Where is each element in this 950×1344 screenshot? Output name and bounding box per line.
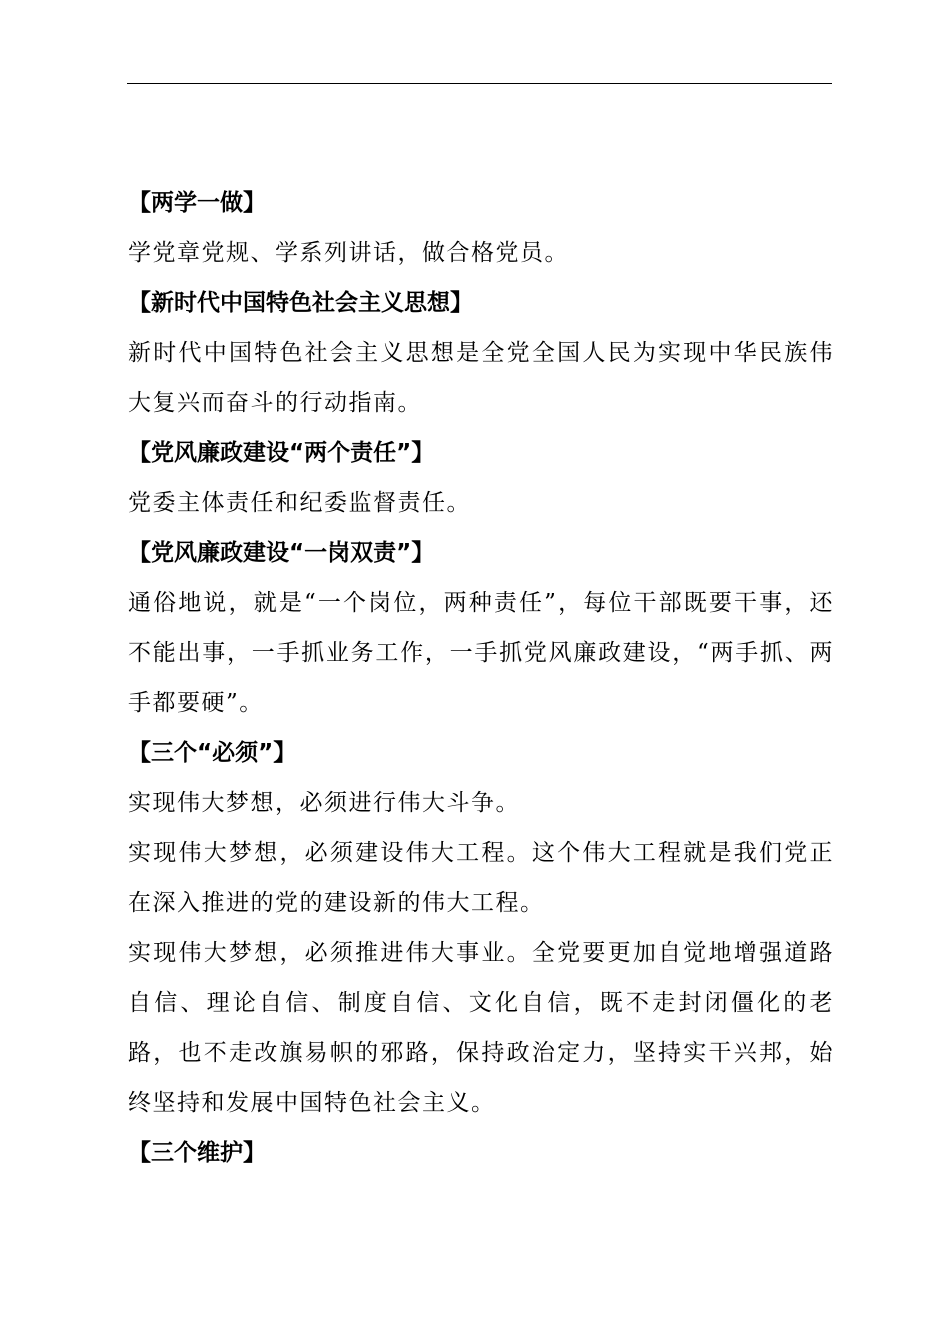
section-three-musts xyxy=(128,728,834,1128)
section-three-upholds xyxy=(128,1128,834,1178)
section-paragraph: 通俗地说，就是“一个岗位，两种责任”，每位干部既要干事，还不能出事，一手抓业务工作，一手抓党风廉政建设，“两手抓、两手都要硬”。 xyxy=(128,590,834,716)
section-heading: 【三个维护】 xyxy=(128,1140,266,1166)
section-paragraph: 学党章党规、学系列讲话，做合格党员。 xyxy=(128,240,569,266)
section-heading: 【两学一做】 xyxy=(128,190,266,216)
section-paragraph: 新时代中国特色社会主义思想是全党全国人民为实现中华民族伟大复兴而奋斗的行动指南。 xyxy=(128,340,834,416)
section-heading: 【三个“必须”】 xyxy=(128,740,297,766)
section-heading: 【党风廉政建设“两个责任”】 xyxy=(128,440,435,466)
header-rule xyxy=(127,83,832,84)
section-two-responsibilities xyxy=(128,428,834,528)
section-liangxue-yizuo xyxy=(128,178,834,278)
section-heading: 【新时代中国特色社会主义思想】 xyxy=(128,290,473,316)
document-body xyxy=(128,178,834,1178)
section-paragraph: 实现伟大梦想，必须推进伟大事业。全党要更加自觉地增强道路自信、理论自信、制度自信、文化自信，既不走封闭僵化的老路，也不走改旗易帜的邪路，保持政治定力，坚持实干兴邦，始终坚持和发展中国特色社会主义。 xyxy=(128,940,834,1116)
section-heading: 【党风廉政建设“一岗双责”】 xyxy=(128,540,435,566)
section-paragraph: 实现伟大梦想，必须进行伟大斗争。 xyxy=(128,790,520,816)
section-paragraph: 实现伟大梦想，必须建设伟大工程。这个伟大工程就是我们党正在深入推进的党的建设新的伟大工程。 xyxy=(128,840,834,916)
section-new-era-thought xyxy=(128,278,834,428)
section-one-post-two-duties xyxy=(128,528,834,728)
section-paragraph: 党委主体责任和纪委监督责任。 xyxy=(128,490,471,516)
